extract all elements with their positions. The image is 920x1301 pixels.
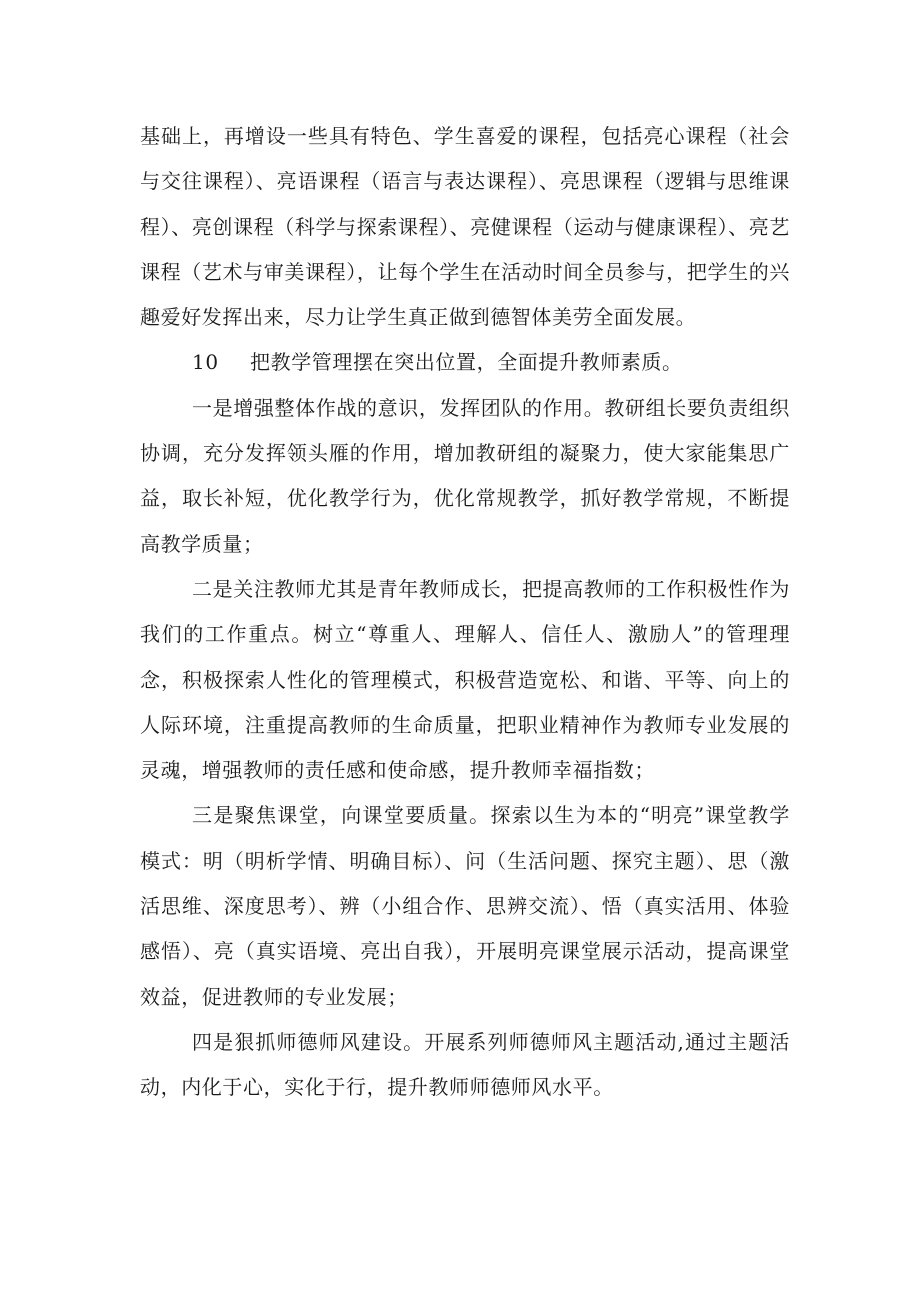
point-teamwork: 一是增强整体作战的意识，发挥团队的作用。教研组长要负责组织协调，充分发挥领头雁的作用，增加教研组的凝聚力，使大家能集思广益，取长补短，优化教学行为，优化常规教学，抓好教学常规，不断提高教学质量； [140,395,790,556]
point-classroom: 三是聚焦课堂，向课堂要质量。探索以生为本的“明亮”课堂教学模式：明（明析学情、明确目标）、问（生活问题、探究主题）、思（激活思维、深度思考）、辨（小组合作、思辨交流）、悟（真实活用、体验感悟）、亮（真实语境、亮出自我），开展明亮课堂展示活动，提高课堂效益，促进教师的专业发展； [140,803,790,1009]
section-number: 10 [192,350,219,375]
point-ethics: 四是狠抓师德师风建设。开展系列师德师风主题活动,通过主题活动，内化于心，实化于行，提升教师师德师风水平。 [140,1029,790,1100]
section-heading [140,340,790,385]
paragraph-curriculum: 基础上，再增设一些具有特色、学生喜爱的课程，包括亮心课程（社会与交往课程）、亮语课程（语言与表达课程）、亮思课程（逻辑与思维课程）、亮创课程（科学与探索课程）、亮健课程（运动与健康课程）、亮艺课程（艺术与审美课程），让每个学生在活动时间全员参与，把学生的兴趣爱好发挥出来，尽力让学生真正做到德智体美劳全面发展。 [140,124,790,330]
point-teacher-growth: 二是关注教师尤其是青年教师成长，把提高教师的工作积极性作为我们的工作重点。树立“尊重人、理解人、信任人、激励人”的管理理念，积极探索人性化的管理模式，积极营造宽松、和谐、平等、向上的人际环境，注重提高教师的生命质量，把职业精神作为教师专业发展的灵魂，增强教师的责任感和使命感，提升教师幸福指数； [140,576,790,783]
section-title: 把教学管理摆在突出位置，全面提升教师素质。 [250,350,683,375]
document-body [140,114,790,1111]
